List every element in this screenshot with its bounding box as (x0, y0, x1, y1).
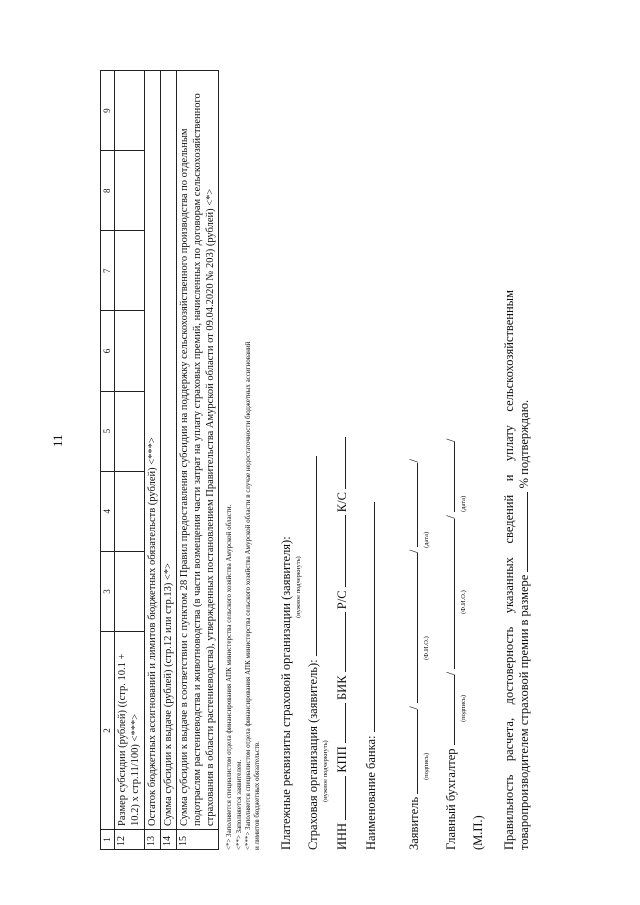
kpp-label: КПП (334, 746, 349, 773)
table-cell (115, 71, 144, 151)
table-cell (115, 231, 144, 311)
sign-hint: (подпись) (422, 753, 430, 780)
bank-heading-row (278, 70, 302, 850)
footnote: <***> Заполняется специалистом отдела финансирования АПК министерства сельского хозяйства Амурской области в случае недостаточности бюджетных ассигнований (244, 341, 252, 850)
kpp-field[interactable] (345, 703, 346, 743)
header-cell: 5 (101, 391, 115, 471)
table-cell (115, 551, 144, 631)
rs-label: Р/С (334, 590, 349, 610)
date-hint: (дата) (422, 531, 430, 548)
accountant-row: Главный бухгалтер / / / (подпись) (Ф.И.О.) (дата) (443, 438, 467, 850)
table-header-row (101, 71, 115, 850)
fio-hint: (Ф.И.О.) (459, 590, 467, 614)
requisites-row (335, 70, 350, 850)
table-cell (115, 311, 144, 391)
accountant-label: Главный бухгалтер (443, 748, 458, 850)
accountant-sign-field[interactable] (454, 675, 455, 745)
ks-field[interactable] (345, 437, 346, 489)
table-row (176, 71, 218, 850)
row-number: 12 (115, 830, 144, 850)
row-label: Остаток бюджетных ассигнований и лимитов бюджетных обязательств (рублей) <***> (144, 71, 160, 830)
org-label: Страховая организация (заявитель): (305, 659, 320, 850)
org-hint: (нужное подчеркнуть) (321, 740, 329, 802)
sign-hint: (подпись) (459, 695, 467, 722)
heading-hint: (нужное подчеркнуть) (294, 556, 302, 618)
row-label: Сумма субсидии к выдаче в соответствии с пунктом 28 Правил предоставления субсидии на поддержку сельскохозяйственного производства по отдельным подотраслям растениеводства и животноводства (в части возмещения части затрат на уплату страховых премий, начисленных по договорам сельскохозяйственного страхования в области растениеводства), утвержденных постановлением Правительства Амурской области от 09.04.2020 № 203) (рублей) <*> (176, 71, 218, 830)
applicant-date-field[interactable] (417, 463, 418, 547)
header-cell: 3 (101, 551, 115, 631)
stamp-row (471, 70, 486, 850)
fio-hint: (Ф.И.О.) (422, 636, 430, 660)
footnote: <**> Заполняется заявителем. (234, 759, 243, 850)
bank-heading: Платежные реквизиты страховой организации (заявителя): (278, 536, 293, 850)
header-cell: 7 (101, 231, 115, 311)
table-row (144, 71, 160, 850)
org-field[interactable] (316, 456, 317, 656)
row-number: 14 (160, 830, 176, 850)
accountant-date-field[interactable] (454, 442, 455, 512)
inn-field[interactable] (345, 776, 346, 820)
applicant-row: Заявитель / / / (подпись) (Ф.И.О.) (дата) (406, 459, 430, 850)
table-cell (115, 151, 144, 231)
bank-details (279, 70, 379, 850)
subsidy-table (100, 70, 219, 850)
footnote: и лимитов бюджетных обязательств. (253, 741, 262, 850)
org-row (305, 70, 329, 850)
table-cell (115, 471, 144, 551)
row-number: 15 (176, 830, 218, 850)
table-cell (115, 391, 144, 471)
applicant-fio-field[interactable] (417, 553, 418, 703)
applicant-label: Заявитель (406, 796, 421, 850)
stamp-label: (М.П.) (470, 815, 485, 850)
table-row (115, 71, 144, 850)
bank-name-field[interactable] (374, 502, 375, 732)
header-cell: 4 (101, 471, 115, 551)
footnote: <*> Заполняется специалистом отдела финансирования АПК министерства сельского хозяйства Амурской области. (225, 504, 234, 850)
premium-percent-field[interactable] (527, 492, 528, 572)
bank-name-label: Наименование банка: (363, 735, 378, 850)
confirmation-tail: % подтверждаю. (516, 399, 531, 489)
landscape-sheet (100, 70, 630, 850)
applicant-sign-field[interactable] (417, 710, 418, 794)
bik-field[interactable] (345, 612, 346, 672)
footnotes (225, 70, 263, 850)
table-row (160, 71, 176, 850)
date-hint: (дата) (459, 495, 467, 512)
inn-label: ИНН (334, 822, 349, 850)
header-cell: 2 (101, 632, 115, 830)
row-number: 13 (144, 830, 160, 850)
header-cell: 8 (101, 151, 115, 231)
header-cell: 6 (101, 311, 115, 391)
confirmation-text: Правильность расчета, достоверность указанных сведений и уплату сельскохозяйственным товаропроизводителем страховой премии в размере (501, 290, 531, 850)
signatures (407, 70, 486, 850)
confirmation (502, 290, 532, 850)
page-number: 11 (50, 434, 65, 447)
header-cell: 1 (101, 830, 115, 850)
header-cell: 9 (101, 71, 115, 151)
rs-field[interactable] (345, 515, 346, 587)
accountant-fio-field[interactable] (454, 519, 455, 669)
ks-label: К/С (334, 492, 349, 513)
bank-name-row (364, 70, 379, 850)
bik-label: БИК (334, 675, 349, 700)
row-label: Размер субсидии (рублей) ((стр. 10.1 + 10.2) x стр.11/100) <***> (115, 632, 144, 830)
row-label: Сумма субсидии к выдаче (рублей) (стр.12 или стр.13) <*> (160, 71, 176, 830)
